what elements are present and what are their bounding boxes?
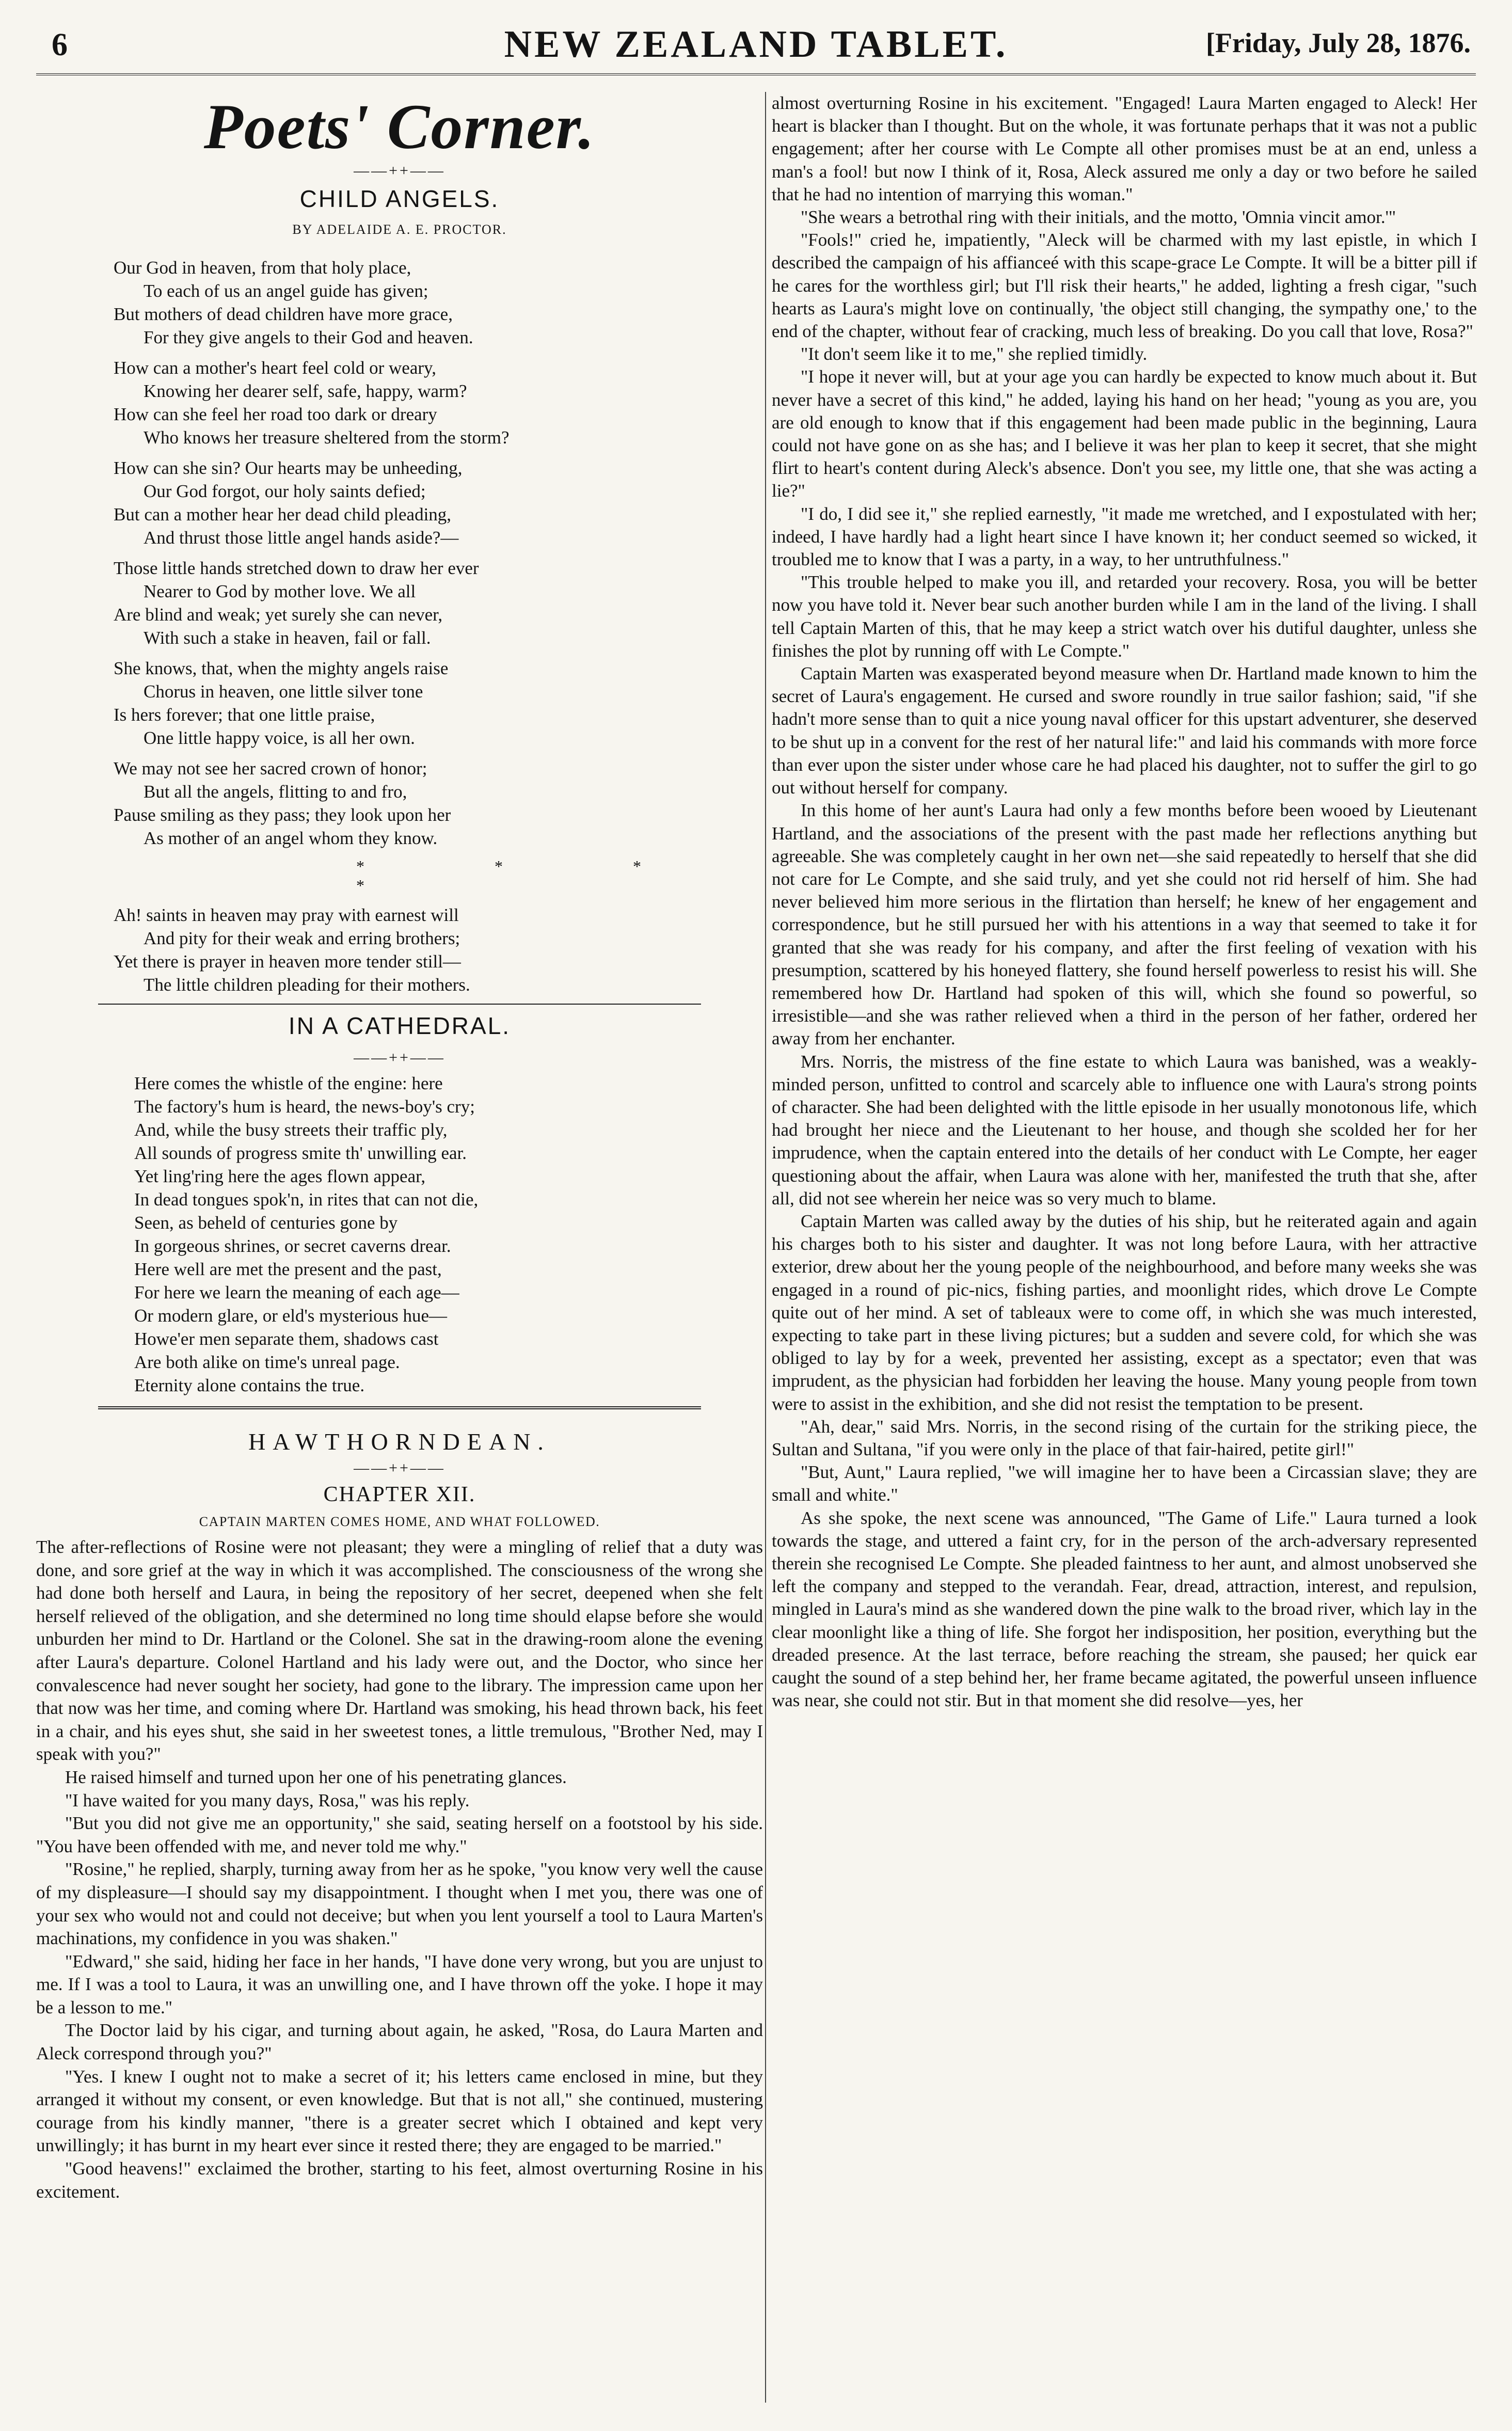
- masthead: [36, 11, 1476, 75]
- story-title: HAWTHORNDEAN.: [248, 1428, 551, 1455]
- story-paragraph: "I have waited for you many days, Rosa," was his reply.: [65, 1790, 470, 1810]
- story-paragraph: He raised himself and turned upon her one of his penetrating glances.: [65, 1767, 567, 1787]
- story-paragraph: "This trouble helped to make you ill, and retarded your recovery. Rosa, you will be better now you have told it. Never bear such another burden while I am in the land of the living. I shall tell Captain Marten of this, that he may keep a strict watch over his dutiful daughter, unless she finishes the plot by running off with Le Compte.": [772, 572, 1477, 661]
- story-paragraph: "Edward," she said, hiding her face in her hands, "I have done very wrong, but you are unjust to me. If I was a tool to Laura, it was an unwilling one, and I have thrown off the yoke. I hope it may be a lesson to me.": [36, 1951, 763, 2017]
- poem-line: We may not see her sacred crown of honor;: [114, 758, 427, 778]
- story-paragraph: "Ah, dear," said Mrs. Norris, in the second rising of the curtain for the striking piece, the Sultan and Sultana, "if you were only in the place of that fair-haired, petite girl!": [772, 1416, 1477, 1459]
- poem-line: In gorgeous shrines, or secret caverns drear.: [134, 1236, 451, 1256]
- poem-line: Or modern glare, or eld's mysterious hue—: [134, 1306, 448, 1326]
- poem-line: With such a stake in heaven, fail or fall.: [144, 628, 431, 648]
- poem-line: To each of us an angel guide has given;: [144, 281, 428, 301]
- poem-line: Are both alike on time's unreal page.: [134, 1352, 400, 1372]
- poem-line: Pause smiling as they pass; they look upon her: [114, 805, 451, 825]
- poem-line: For they give angels to their God and heaven.: [144, 327, 473, 347]
- story-paragraph: The Doctor laid by his cigar, and turning about again, he asked, "Rosa, do Laura Marten and Aleck correspond through you?": [36, 2020, 763, 2064]
- poem-byline: BY ADELAIDE A. E. PROCTOR.: [292, 222, 507, 237]
- poem-line: As mother of an angel whom they know.: [144, 828, 438, 848]
- poem-line: And pity for their weak and erring brothers;: [144, 928, 460, 948]
- right-column: [772, 92, 1477, 2403]
- poem-line: Howe'er men separate them, shadows cast: [134, 1329, 439, 1349]
- poem-line: Chorus in heaven, one little silver tone: [144, 681, 423, 702]
- poem-in-a-cathedral: [134, 1072, 763, 1397]
- poem-line: Our God forgot, our holy saints defied;: [144, 481, 426, 501]
- poem-line: Yet there is prayer in heaven more tender still—: [114, 951, 461, 972]
- poem-stanza: [114, 757, 763, 850]
- poem-line: Nearer to God by mother love. We all: [144, 581, 416, 601]
- story-paragraph: In this home of her aunt's Laura had only a few months before been wooed by Lieutenant Hartland, and the associations of the present with the past made her reflections anything but agreeable. She was completely caught in her own net—she said repeatedly to herself that she did not care for Le Compte, and she said truly, and yet she could not rid herself of him. She had never believed him more serious in the flirtation than herself; he knew of her engagement and correspondence, but he still pursued her with his attentions in a way that seemed to take it for granted that she was ready for his company, and after the first feeling of vexation with his presumption, scattered by his honeyed flattery, she found herself powerless to resist his will. She remembered how Dr. Hartland had spoken of this will, which she found so powerful, so irresistible—and she was rather relieved when a third in the person of her father, ordered her away from her enchanter.: [772, 800, 1477, 1049]
- poem-title-in-a-cathedral: IN A CATHEDRAL.: [288, 1012, 511, 1039]
- poem-line: How can she feel her road too dark or dreary: [114, 404, 437, 424]
- story-paragraph: "I do, I did see it," she replied earnestly, "it made me wretched, and I expostulated with her; indeed, I have hardly had a light heart since I have known it; her conduct seemed so wicked, it troubled me to know that I was a party, in a way, to her untruthfulness.": [772, 503, 1477, 570]
- poem-stanza: [114, 456, 763, 549]
- poem-stanza: [114, 657, 763, 750]
- poem-line: Are blind and weak; yet surely she can never,: [114, 605, 443, 625]
- poem-line: For here we learn the meaning of each age—: [134, 1282, 459, 1302]
- poem-line: All sounds of progress smite th' unwilling ear.: [134, 1143, 467, 1163]
- poem-line: Those little hands stretched down to draw her ever: [114, 558, 479, 578]
- poem-line: But mothers of dead children have more grace,: [114, 304, 453, 324]
- poem-line: And thrust those little angel hands aside?—: [144, 528, 459, 548]
- story-paragraph: "Good heavens!" exclaimed the brother, starting to his feet, almost overturning Rosine in his excitement.: [36, 2158, 763, 2202]
- poem-line: Here comes the whistle of the engine: here: [134, 1073, 443, 1093]
- story-paragraph: As she spoke, the next scene was announced, "The Game of Life." Laura turned a look towards the stage, and uttered a faint cry, for in the person of the arch-adversary represented therein she recognised Le Compte. She pleaded faintness to her aunt, and almost unobserved she left the company and stepped to the verandah. Fear, dread, attraction, interest, and repulsion, mingled in Laura's mind as she wandered down the pine walk to the broad river, which lay in the clear moonlight like a thing of life. She forgot her indisposition, her position, everything but the dreaded presence. At the last terrace, before reaching the stream, she paused; her quick ear caught the sound of a step behind her, her frame became agitated, the powerful unseen influence was near, she could not stir. But in that moment she did resolve—yes, her: [772, 1507, 1477, 1711]
- divider-rule: [98, 1004, 701, 1005]
- story-paragraph: Captain Marten was called away by the duties of his ship, but he reiterated again and again his charges both to his sister and daughter. It was not long before Laura, with her attractive exterior, drew about her the young people of the neighbourhood, and before many weeks she was engaged in a round of pic-nics, fishing parties, and moonlight rides, which drove Le Compte quite out of her mind. A set of tableaux were to come off, in which she was much interested, expecting to take part in these living pictures; but a sudden and severe cold, for which she was obliged to lay by for a week, prevented her assisting, except as a spectator; even that was imprudent, as the physician had forbidden her leaving the house. Many young people from town were to assist in the exhibition, and she did not resist the temptation to be present.: [772, 1211, 1477, 1414]
- story-paragraph: "Rosine," he replied, sharply, turning away from her as he spoke, "you know very well the cause of my displeasure—I should say my disappointment. I thought when I met you, there was one of your sex who would not and could not deceive; but when you lent yourself a tool to Laura Marten's machinations, my confidence in you was shaken.": [36, 1859, 763, 1949]
- poem-line: The little children pleading for their mothers.: [144, 975, 470, 995]
- poem-line: How can a mother's heart feel cold or weary,: [114, 358, 437, 378]
- poem-line: Eternity alone contains the true.: [134, 1375, 365, 1395]
- ornament: ——++——: [354, 1049, 445, 1066]
- poem-line: Here well are met the present and the past,: [134, 1259, 442, 1279]
- story-paragraph: Mrs. Norris, the mistress of the fine estate to which Laura was banished, was a weakly-minded person, unfitted to control and scarcely able to influence one with Laura's strong points of character. She had been delighted with the little episode in her usually monotonous life, which had brought her niece and the Lieutenant to her house, and though she scolded her for her imprudence, when the captain entered into the details of her conduct with Le Compte, her eager questioning about the affair, when Laura was alone with her, manifested the truth that she, after all, did not see wherein her neice was so very much to blame.: [772, 1051, 1477, 1209]
- poem-child-angels: [36, 256, 763, 996]
- story-paragraph: Captain Marten was exasperated beyond measure when Dr. Hartland made known to him the secret of Laura's engagement. He cursed and swore roundly in true sailor fashion; said, "if she hadn't more sense than to quit a nice young naval officer for this upstart adventurer, she deserved to be shut up in a convent for the rest of her natural life:" and laid his commands with more force than ever upon the sister under whose care he had placed his daughter, not to suffer the girl to go out without herself for company.: [772, 663, 1477, 798]
- poem-line: Ah! saints in heaven may pray with earnest will: [114, 905, 459, 925]
- poem-stanza: [114, 903, 763, 996]
- poem-line: The factory's hum is heard, the news-boy's cry;: [134, 1097, 475, 1117]
- story-paragraph: "She wears a betrothal ring with their initials, and the motto, 'Omnia vincit amor.'": [801, 207, 1396, 228]
- poem-title-child-angels: CHILD ANGELS.: [299, 185, 500, 212]
- story-paragraph: "It don't seem like it to me," she replied timidly.: [801, 344, 1148, 364]
- poem-line: Our God in heaven, from that holy place,: [114, 258, 411, 278]
- story-paragraph: "But you did not give me an opportunity," she said, seating herself on a footstool by his side. "You have been offended with me, and never told me why.": [36, 1813, 763, 1856]
- story-text-right: [772, 92, 1477, 1712]
- poem-line: And, while the busy streets their traffic ply,: [134, 1120, 448, 1140]
- story-paragraph: "Yes. I knew I ought not to make a secret of it; his letters came enclosed in mine, but they arranged it without my consent, or even knowledge. But that is not all," she continued, mustering courage from his kindly manner, "there is a greater secret which I obtained and kept very unwillingly; it has burnt in my heart ever since it rested there; they are engaged to be married.": [36, 2066, 763, 2156]
- column-divider: [765, 92, 766, 2403]
- poem-line: She knows, that, when the mighty angels raise: [114, 658, 449, 678]
- poem-line: Who knows her treasure sheltered from the storm?: [144, 427, 510, 448]
- poem-line: Yet ling'ring here the ages flown appear,: [134, 1166, 426, 1186]
- section-stars: * * * *: [356, 857, 704, 895]
- left-column: [36, 92, 763, 2403]
- poem-line: But can a mother hear her dead child pleading,: [114, 504, 452, 525]
- page-number: 6: [52, 27, 68, 62]
- story-paragraph: "Fools!" cried he, impatiently, "Aleck will be charmed with my last epistle, in which I described the campaign of his affianceé with this scape-grace Le Compte. It will be a bitter pill if he cares for the worthless girl; but I'll risk their hearts," he added, lighting a fresh cigar, "such hearts as Laura's might love on continually, 'the object still changing, the sympathy one,' to the end of the chapter, without fear of cracking, much less of breaking. Do you call that love, Rosa?": [772, 230, 1477, 342]
- issue-date: [Friday, July 28, 1876.: [1205, 27, 1471, 58]
- story-paragraph: "But, Aunt," Laura replied, "we will imagine her to have been a Circassian slave; they are small and white.": [772, 1462, 1477, 1505]
- poem-stanza: [114, 256, 763, 349]
- story-paragraph: "I hope it never will, but at your age you can hardly be expected to know much about it. But never have a secret of this kind," he added, laying his hand on her head; "young as you are, you are old enough to know that if this engagement had been made public in the beginning, Laura could not have gone on as she has; and I believe it was her plan to keep it secret, that she might flirt to heart's content during Aleck's absence. Don't you see, my little one, that she was acting a lie?": [772, 367, 1477, 501]
- story-paragraph: almost overturning Rosine in his excitement. "Engaged! Laura Marten engaged to Aleck! Her heart is blacker than I thought. But on the whole, it was fortunate perhaps that it was not a public engagement; after her course with Le Compte all other promises must be at an end, unless a man's a fool! but now I think of it, Rosa, Aleck assured me only a day or two before he sailed that he had no intention of marrying this woman.": [772, 93, 1477, 204]
- poem-line: Seen, as beheld of centuries gone by: [134, 1213, 398, 1233]
- newspaper-title: NEW ZEALAND TABLET.: [504, 23, 1008, 66]
- chapter-heading: CHAPTER XII.: [323, 1483, 476, 1506]
- chapter-subtitle: CAPTAIN MARTEN COMES HOME, AND WHAT FOLLOWED.: [199, 1514, 600, 1529]
- double-divider-rule: [98, 1406, 701, 1409]
- poem-line: One little happy voice, is all her own.: [144, 728, 415, 748]
- section-heading-poets-corner: Poets' Corner.: [203, 92, 596, 162]
- story-text-left: [36, 1536, 763, 2203]
- poem-line: How can she sin? Our hearts may be unheeding,: [114, 458, 463, 478]
- ornament: ——++——: [354, 162, 445, 179]
- poem-stanza: [114, 356, 763, 449]
- poem-line: Knowing her dearer self, safe, happy, warm?: [144, 381, 467, 401]
- story-paragraph: The after-reflections of Rosine were not pleasant; they were a mingling of relief that a duty was done, and sore grief at the way in which it was accomplished. The consciousness of the wrong she had done both herself and Laura, in being the repository of her secret, deepened when she felt herself relieved of the obligation, and she determined no long time should elapse before she would unburden her mind to Dr. Hartland or the Colonel. She sat in the drawing-room alone the evening after Laura's departure. Colonel Hartland and his lady were out, and the Doctor, who since her convalescence had never sought her society, had gone to the library. The impression came upon her that now was her time, and coming where Dr. Hartland was smoking, his head thrown back, his feet in a chair, and his eyes shut, she said in her sweetest tones, a little tremulous, "Brother Ned, may I speak with you?": [36, 1537, 763, 1765]
- poem-line: But all the angels, flitting to and fro,: [144, 782, 407, 802]
- poem-stanza: [114, 557, 763, 649]
- ornament: ——++——: [354, 1459, 445, 1476]
- poem-line: In dead tongues spok'n, in rites that can not die,: [134, 1189, 479, 1210]
- poem-line: Is hers forever; that one little praise,: [114, 705, 375, 725]
